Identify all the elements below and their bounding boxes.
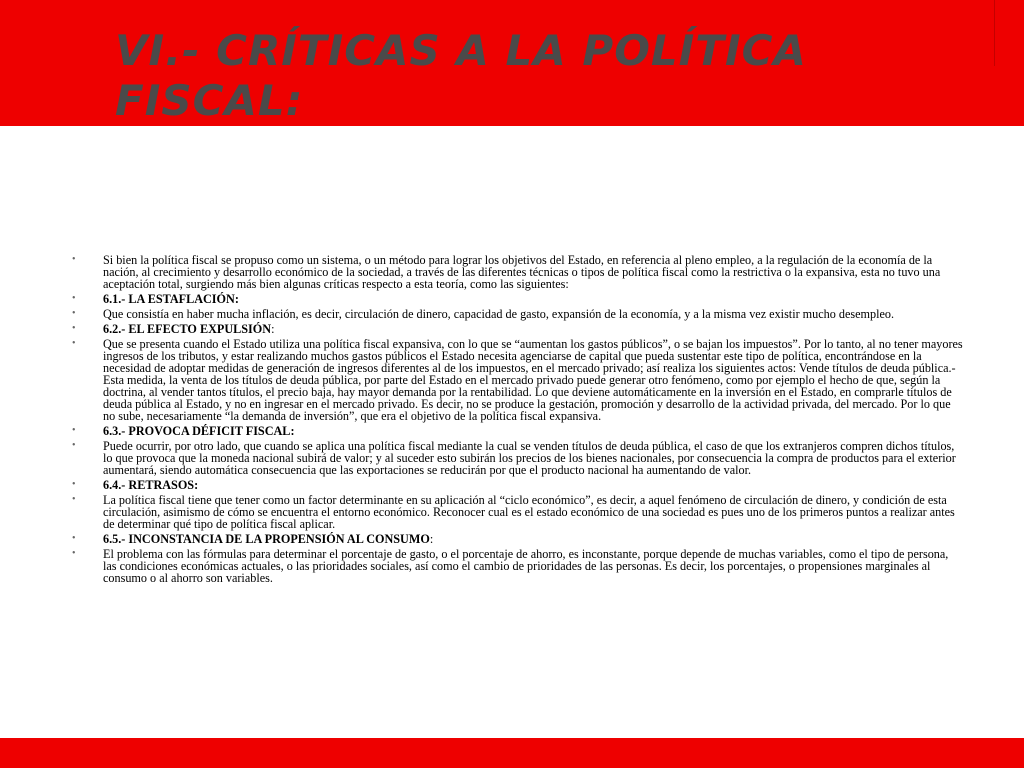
list-item	[72, 533, 964, 545]
bullet-icon: •	[72, 338, 76, 349]
list-item	[72, 479, 964, 491]
paragraph-efecto-expulsion: Que se presenta cuando el Estado utiliza una política fiscal expansiva, con lo que se “aumentan los gastos públicos”, o se bajan los impuestos”. Por lo tanto, al no tener mayores ingresos de los tributos, y estar realizando muchos gastos públicos el Estado necesita agenciarse de capital que pueda sustentar este tipo de política, encontrándose en la necesidad de adoptar medidas de generación de ingresos diferentes al de los impuestos, en el mercado privado; así realiza los siguientes actos: Vende títulos de deuda pública.- Esta medida, la venta de los títulos de deuda pública, por parte del Estado en el mercado privado puede generar otro fenómeno, como por ejemplo el hecho de que, según la doctrina, al vender tantos títulos, el precio baja, hay mayor demanda por la rentabilidad. Lo que deviene automáticamente en la inversión en el Estado, en comprarle títulos de deuda pública al Estado, y no en ingresar en el mercado privado. Es decir, no se produce la gestación, promoción y desarrollo de la actividad privada, del mercado. Por lo que no sube, necesariamente “la demanda de inversión”, que era el objetivo de la política fiscal expansiva.	[103, 337, 963, 423]
band-divider-line	[994, 0, 995, 66]
list-item	[72, 440, 964, 476]
paragraph-intro: Si bien la política fiscal se propuso como un sistema, o un método para lograr los objetivos del Estado, en referencia al pleno empleo, a la regulación de la economía de la nación, al crecimiento y desarrollo económico de la sociedad, a través de las diferentes técnicas o tipos de política fiscal como la restrictiva o la expansiva, esta no tuvo una aceptación total, surgiendo más bien algunas críticas respecto a esta teoría, como las siguientes:	[103, 253, 941, 291]
heading-efecto-expulsion: 6.2.- EL EFECTO EXPULSIÓN	[103, 322, 272, 336]
bullet-icon: •	[72, 548, 76, 559]
list-item	[72, 425, 964, 437]
list-item	[72, 548, 964, 584]
list-item	[72, 338, 964, 422]
heading-deficit-fiscal: 6.3.- PROVOCA DÉFICIT FISCAL:	[103, 424, 295, 438]
bullet-icon: •	[72, 440, 76, 451]
paragraph-inconstancia: El problema con las fórmulas para determinar el porcentaje de gasto, o el porcentaje de ahorro, es inconstante, porque depende de muchas variables, como el tipo de persona, las condiciones económicas actuales, o las prioridades sociales, así como el cambio de prioridades de las personas. Es decir, los porcentajes, o propensiones marginales al consumo o al ahorro son variables.	[103, 547, 949, 585]
heading-inconstancia: 6.5.- INCONSTANCIA DE LA PROPENSIÓN AL CONSUMO	[103, 532, 430, 546]
bullet-list	[72, 254, 964, 587]
heading-estaflacion: 6.1.- LA ESTAFLACIÓN:	[103, 292, 239, 306]
paragraph-estaflacion: Que consistía en haber mucha inflación, es decir, circulación de dinero, capacidad de gasto, expansión de la economía, y a la misma vez existir mucho desempleo.	[103, 307, 895, 321]
list-item	[72, 308, 964, 320]
bullet-icon: •	[72, 323, 76, 334]
bullet-icon: •	[72, 494, 76, 505]
slide-title: VI.- CRÍTICAS A LA POLÍTICA FISCAL:	[115, 26, 807, 125]
bullet-icon: •	[72, 308, 76, 319]
bullet-icon: •	[72, 254, 76, 265]
bullet-icon: •	[72, 293, 76, 304]
paragraph-deficit-fiscal: Puede ocurrir, por otro lado, que cuando se aplica una política fiscal mediante la cual se venden títulos de deuda pública, el caso de que los extranjeros compren dichos títulos, lo que provoca que la moneda nacional subirá de valor; y al suceder esto subirán los precios de los bienes nacionales, por consecuencia la compra de productos para el exterior aumentará, siendo automática consecuencia que las exportaciones se reducirán por que el producto nacional ha aumentando de valor.	[103, 439, 956, 477]
list-item	[72, 323, 964, 335]
list-item	[72, 494, 964, 530]
paragraph-retrasos: La política fiscal tiene que tener como un factor determinante en su aplicación al “ciclo económico”, es decir, a aquel fenómeno de circulación de dinero, y condición de esta circulación, asimismo de cómo se encuentra el entorno económico. Reconocer cual es el estado económico de una sociedad es pues uno de los primeros puntos a realizar antes de determinar qué tipo de política fiscal aplicar.	[103, 493, 955, 531]
bullet-icon: •	[72, 533, 76, 544]
bullet-icon: •	[72, 425, 76, 436]
list-item	[72, 293, 964, 305]
bullet-icon: •	[72, 479, 76, 490]
bottom-red-band	[0, 738, 1024, 768]
heading-suffix: :	[429, 532, 434, 546]
list-item	[72, 254, 964, 290]
heading-suffix: :	[271, 322, 275, 336]
heading-retrasos: 6.4.- RETRASOS:	[103, 478, 199, 492]
